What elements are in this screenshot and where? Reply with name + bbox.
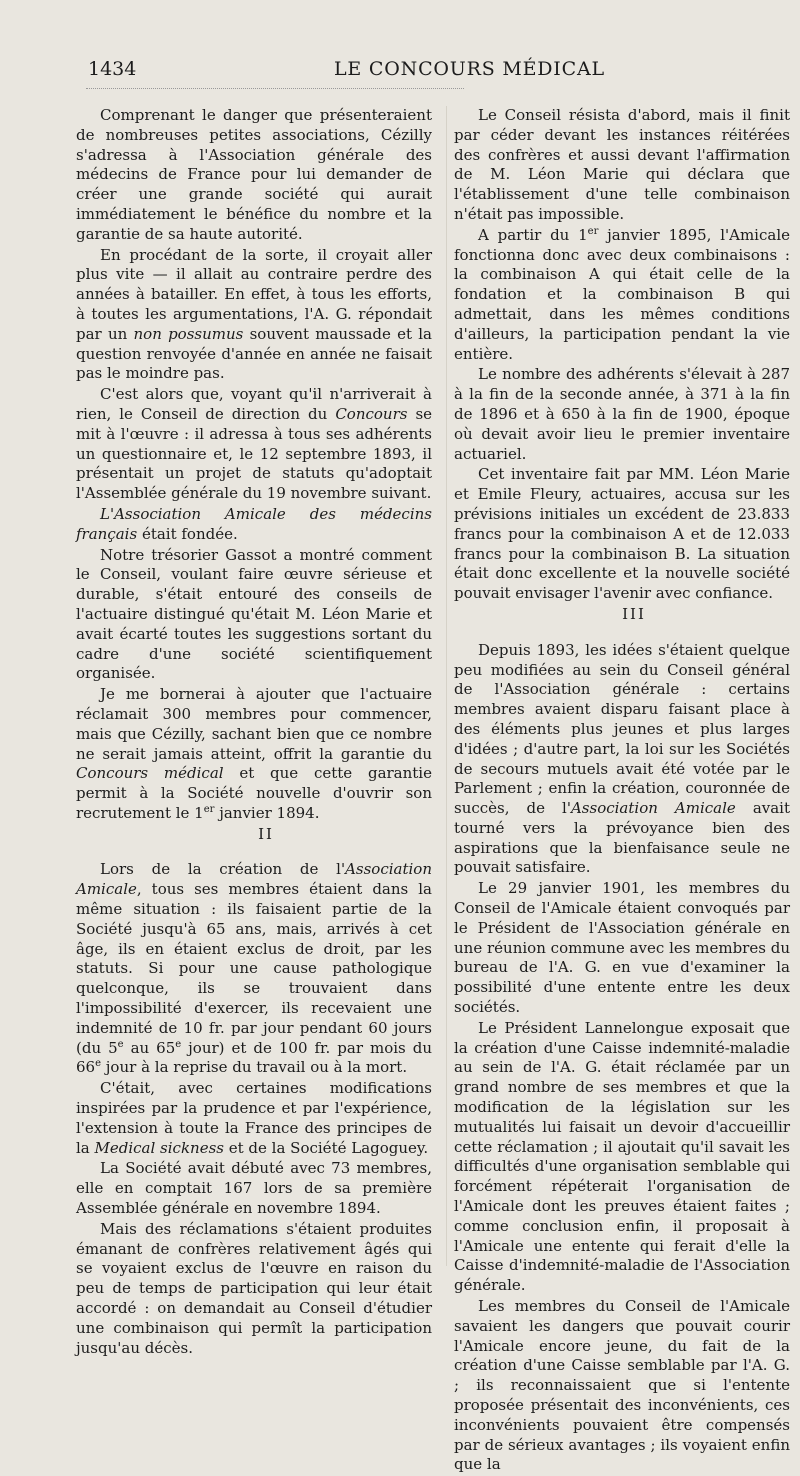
paragraph: Cet inventaire fait par MM. Léon Marie et Emile Fleury, actuaires, accusa sur les prévisions initiales un excédent de 23.833 francs pour la combinaison A et de 12.033 francs pour la combinaison B. La situation était donc excellente et la nouvelle société pouvait envisager l'avenir avec confiance. (454, 465, 790, 603)
paragraph: Je me bornerai à ajouter que l'actuaire réclamait 300 membres pour commencer, mais que Cézilly, sachant bien que ce nombre ne serait jamais atteint, offrit la garantie du Concours médical et que cette garantie permit à la Société nouvelle d'ouvrir son recrutement le 1er janvier 1894. (76, 685, 432, 822)
paragraph: La Société avait débuté avec 73 membres, elle en comptait 167 lors de sa première Assemblée générale en novembre 1894. (76, 1159, 432, 1218)
paragraph: Comprenant le danger que présenteraient de nombreuses petites associations, Cézilly s'adressa à l'Association générale des médecins de France pour lui demander de créer une grande société qui aurait immédiatement le bénéfice du nombre et la garantie de sa haute autorité. (76, 106, 432, 243)
paragraph: A partir du 1er janvier 1895, l'Amicale fonctionna donc avec deux combinaisons : la combinaison A qui était celle de la fondation et la combinaison B qui admettait, dans les mêmes conditions d'ailleurs, la participation pendant la vie entière. (454, 225, 790, 363)
paragraph: L'Association Amicale des médecins français était fondée. (76, 504, 432, 543)
paragraph: Le Conseil résista d'abord, mais il finit par céder devant les instances réitérées des confrères et aussi devant l'affirmation de M. Léon Marie qui déclara que l'établissement d'une telle combinaison n'était pas impossible. (454, 106, 790, 223)
paragraph: Les membres du Conseil de l'Amicale savaient les dangers que pouvait courir l'Amicale encore jeune, du fait de la création d'une Caisse semblable par l'A. G. ; ils reconnaissaient que si l'entente proposée présentait des inconvénients, ces inconvénients pouvaient être compensés par de sérieux avantages ; ils voyaient enfin que la (454, 1297, 790, 1474)
paragraph: Depuis 1893, les idées s'étaient quelque peu modifiées au sein du Conseil général de l'Association générale : certains membres avaient disparu faisant place à des éléments plus jeunes et plus larges d'idées ; d'autre part, la loi sur les Sociétés de secours mutuels avait été votée par le Parlement ; enfin la création, couronnée de succès, de l'Association Amicale avait tourné vers la prévoyance bien des aspirations que la bienfaisance seule ne pouvait satisfaire. (454, 640, 791, 877)
paragraph: Notre trésorier Gassot a montré comment le Conseil, voulant faire œuvre sérieuse et durable, s'était entouré des conseils de l'actuaire distingué qu'était M. Léon Marie et avait écarté toutes les suggestions sortant du cadre d'une société scientifiquement organisée. (76, 545, 432, 683)
running-title: LE CONCOURS MÉDICAL (334, 58, 605, 80)
header-rule (86, 88, 464, 89)
section-heading-iii: III (622, 604, 646, 623)
page-header (0, 58, 800, 88)
paragraph: Le 29 janvier 1901, les membres du Conseil de l'Amicale étaient convoqués par le Président de l'Association générale en une réunion commune avec les membres du bureau de l'A. G. en vue d'examiner la possibilité d'une entente entre les deux sociétés. (454, 879, 790, 1017)
column-divider (446, 106, 447, 1266)
paragraph: Lors de la création de l'Association Amicale, tous ses membres étaient dans la même situation : ils faisaient partie de la Société jusqu'à 65 ans, mais, arrivés à cet âge, ils en étaient exclus de droit, par les statuts. Si pour une cause pathologique quelconque, ils se trouvaient dans l'impossibilité d'exercer, ils recevaient une indemnité de 10 fr. par jour pendant 60 jours (du 5e au 65e jour) et de 100 fr. par mois du 66e jour à la reprise du travail ou à la mort. (76, 860, 433, 1077)
paragraph: C'était, avec certaines modifications inspirées par la prudence et par l'expérience, l'extension à toute la France des principes de la Medical sickness et de la Société Lagoguey. (76, 1079, 432, 1157)
right-column (454, 106, 790, 1476)
section-heading-ii: II (258, 824, 274, 843)
paragraph: Le nombre des adhérents s'élevait à 287 à la fin de la seconde année, à 371 à la fin de 1896 et à 650 à la fin de 1900, époque où devait avoir lieu le premier inventaire actuariel. (454, 365, 790, 463)
paragraph: Mais des réclamations s'étaient produites émanant de confrères relativement âgés qui se voyaient exclus de l'œuvre en raison du peu de temps de participation qui leur était accordé : on demandait au Conseil d'étudier une combinaison qui permît la participation jusqu'au décès. (76, 1219, 432, 1357)
paragraph: En procédant de la sorte, il croyait aller plus vite — il allait au contraire perdre des années à batailler. En effet, à tous les efforts, à toutes les argumentations, l'A. G. répondait par un non possumus souvent maussade et la question renvoyée d'année en année ne faisait pas le moindre pas. (76, 245, 432, 383)
paragraph: C'est alors que, voyant qu'il n'arriverait à rien, le Conseil de direction du Concours se mit à l'œuvre : il adressa à tous ses adhérents un questionnaire et, le 12 septembre 1893, il présentait un projet de statuts qu'adoptait l'Assemblée générale du 19 novembre suivant. (76, 385, 433, 503)
paragraph: Le Président Lannelongue exposait que la création d'une Caisse indemnité-maladie au sein de l'A. G. était réclamée par un grand nombre de ses membres et que la modification de la législation sur les mutualités lui faisait un devoir d'accueillir cette réclamation ; il ajoutait qu'il savait les difficultés d'une organisation semblable qui forcément répéterait l'organisation de l'Amicale dont les preuves étaient faites ; comme conclusion enfin, il proposait à l'Amicale une entente qui ferait d'elle la Caisse d'indemnité-maladie de l'Association générale. (454, 1018, 790, 1295)
left-column (76, 106, 432, 1359)
page-number: 1434 (88, 58, 137, 80)
